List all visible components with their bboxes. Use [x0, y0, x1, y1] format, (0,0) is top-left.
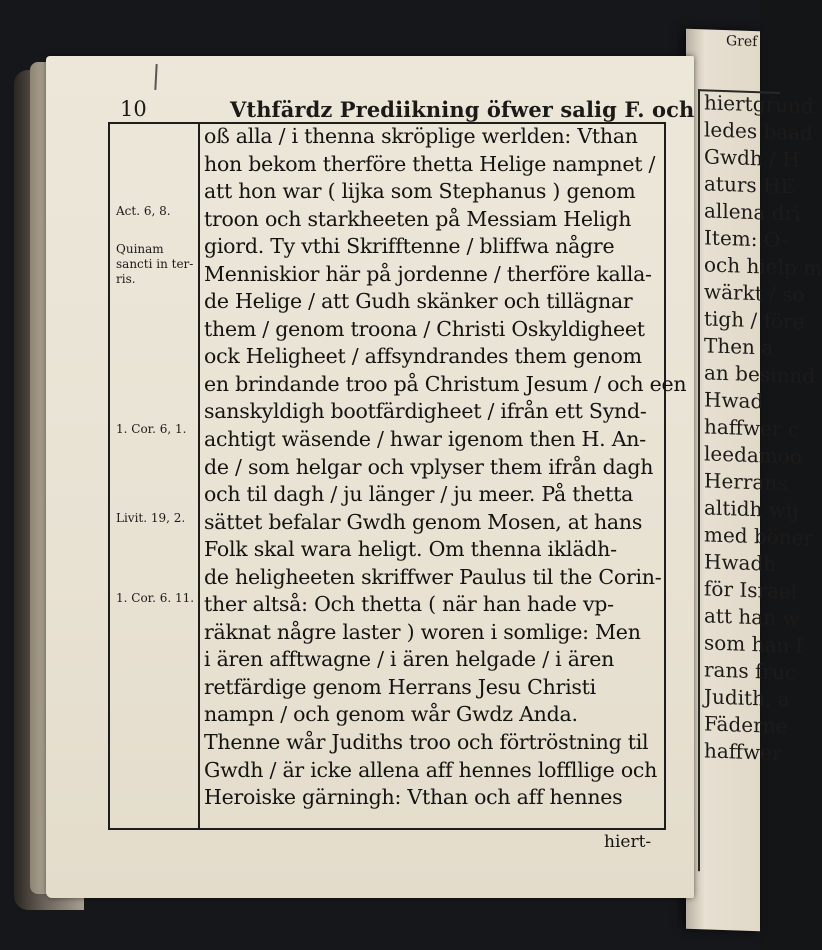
- facing-page-line: Hwadh: [704, 549, 777, 576]
- facing-page-line: tigh / före: [704, 306, 805, 334]
- text-line: en brindande troo på Christum Jesum / och een: [204, 371, 687, 396]
- text-line: att hon war ( lijka som Stephanus ) genom: [204, 179, 636, 204]
- body-text: [204, 123, 687, 812]
- text-line: ock Heligheet / affsyndrandes them genom: [204, 344, 642, 369]
- facing-page-line: Judith, a: [704, 684, 790, 712]
- facing-page-text: [686, 89, 822, 769]
- facing-page-line: allena dri: [704, 198, 801, 226]
- facing-page-line: Fäderne: [704, 711, 788, 739]
- margin-divider: [198, 122, 200, 828]
- text-line: Thenne wår Judiths troo och förtröstning til: [204, 730, 649, 755]
- text-line: de / som helgar och vplyser them ifrån dagh: [204, 454, 654, 479]
- margin-note-quinam: Quinam: [116, 242, 164, 256]
- text-line: Folk skal wara heligt. Om thenna iklädh-: [204, 537, 617, 562]
- facing-page-line: aturs HE: [704, 171, 796, 199]
- running-head: Vthfärdz Prediikning öfwer salig F. och: [230, 97, 695, 122]
- page-number: 10: [120, 97, 147, 121]
- text-line: retfärdige genom Herrans Jesu Christi: [204, 674, 596, 699]
- text-line: oß alla / i thenna skröplige werlden: Vthan: [204, 124, 638, 148]
- facing-page-line: Hwad: [704, 387, 764, 414]
- facing-page-line: Herrans: [704, 468, 788, 496]
- text-line: hon bekom therföre thetta Helige nampnet /: [204, 151, 656, 176]
- facing-page-line: hiertgrund: [704, 90, 814, 119]
- text-line: giord. Ty vthi Skrifftenne / bliffwa någre: [204, 234, 615, 259]
- text-line: Heroiske gärningh: Vthan och aff hennes: [204, 785, 623, 810]
- facing-page-line: haffwer c: [704, 414, 800, 442]
- facing-page: [686, 29, 822, 932]
- facing-page-line: rans fruc: [704, 657, 797, 685]
- facing-page-line: och hielp m: [704, 252, 822, 281]
- text-line: och til dagh / ju länger / ju meer. På thetta: [204, 482, 634, 507]
- margin-note-quinam: sancti in ter-: [116, 257, 194, 271]
- facing-page-line: att han w: [704, 603, 800, 631]
- facing-page-line: ledes baad: [704, 117, 813, 146]
- text-line: nampn / och genom wår Gwdz Anda.: [204, 702, 578, 727]
- text-line: troon och starkheeten på Messiam Heligh: [204, 206, 632, 231]
- margin-note-acts: Act. 6, 8.: [116, 204, 171, 218]
- facing-page-line: för Israel: [704, 576, 798, 604]
- facing-page-line: Item: O-: [704, 225, 788, 253]
- margin-note-quinam: ris.: [116, 272, 136, 286]
- text-line: de Helige / att Gudh skänker och tillägnar: [204, 289, 633, 314]
- facing-page-line: leedamoo: [704, 441, 802, 469]
- facing-page-line: Gwdh / H: [704, 144, 800, 172]
- facing-page-line: an besinnd: [704, 360, 816, 389]
- text-line: räknat någre laster ) woren i somlige: Men: [204, 619, 641, 644]
- facing-page-line: wärkt / so: [704, 279, 805, 307]
- text-line: i ären afftwagne / i ären helgade / i ären: [204, 647, 615, 672]
- text-line: ther altså: Och thetta ( när han hade vp-: [204, 592, 614, 617]
- page-header: [112, 95, 695, 125]
- facing-page-line: som han f: [704, 630, 804, 658]
- margin-note-cor: 1. Cor. 6, 1.: [116, 422, 187, 436]
- facing-page-line: med böner: [704, 522, 814, 551]
- text-line: de heligheeten skriffwer Paulus til the Corin-: [204, 564, 662, 589]
- margin-note-cor: 1. Cor. 6. 11.: [116, 591, 195, 605]
- text-line: Menniskior här på jordenne / therföre kalla-: [204, 261, 652, 286]
- text-line: sanskyldigh bootfärdigheet / ifrån ett Synd-: [204, 399, 647, 424]
- facing-page-line: Then a: [704, 333, 774, 360]
- facing-page-line: haffwer: [704, 738, 782, 766]
- text-line: Gwdh / är icke allena aff hennes loffllige och: [204, 757, 658, 782]
- margin-note-levit: Livit. 19, 2.: [116, 511, 186, 525]
- catchword: hiert-: [604, 832, 652, 852]
- text-line: sättet befalar Gwdh genom Mosen, at hans: [204, 509, 643, 534]
- facing-page-head: Gref: [726, 33, 758, 51]
- text-line: them / genom troona / Christi Oskyldigheet: [204, 316, 645, 341]
- facing-page-line: altidh wij: [704, 495, 799, 523]
- text-line: achtigt wäsende / hwar igenom then H. An-: [204, 427, 646, 452]
